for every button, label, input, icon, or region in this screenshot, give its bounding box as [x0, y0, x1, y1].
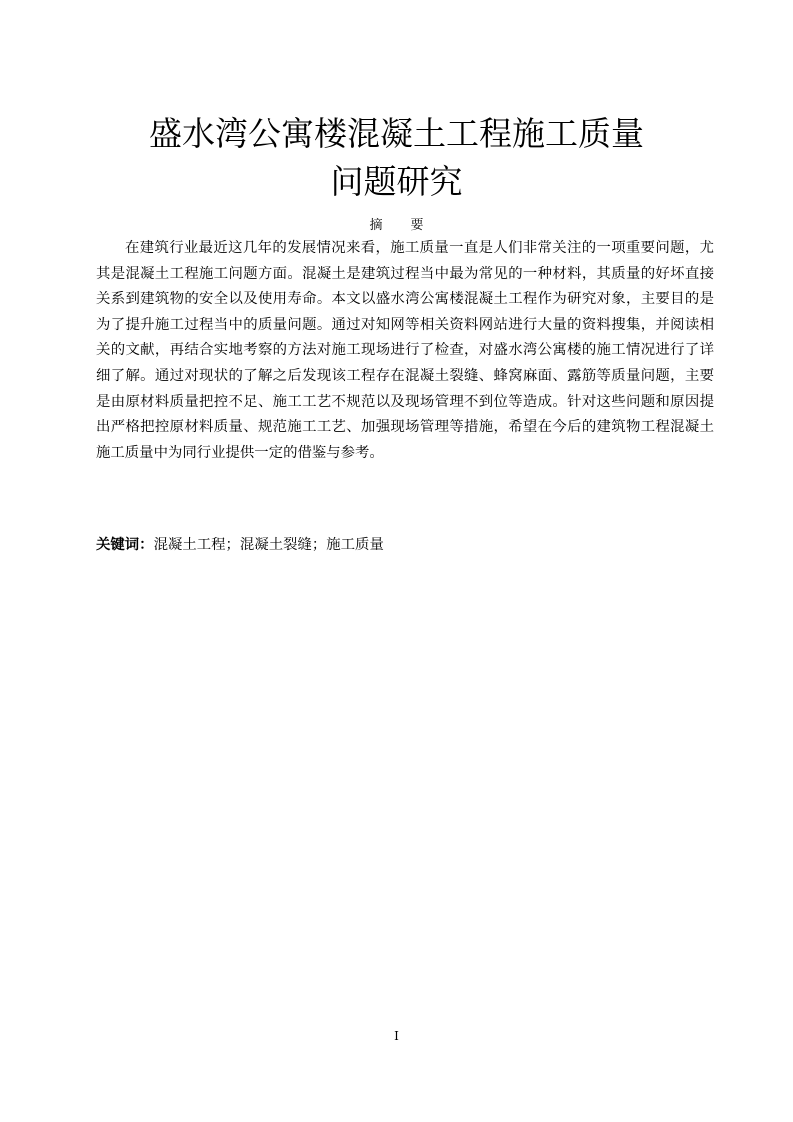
abstract-body: 在建筑行业最近这几年的发展情况来看，施工质量一直是人们非常关注的一项重要问题，尤其是混凝土工程施工问题方面。混凝土是建筑过程当中最为常见的一种材料，其质量的好坏直接关系到建筑物的安全以及使用寿命。本文以盛水湾公寓楼混凝土工程作为研究对象，主要目的是为了提升施工过程当中的质量问题。通过对知网等相关资料网站进行大量的资料搜集，并阅读相关的文献，再结合实地考察的方法对施工现场进行了检查，对盛水湾公寓楼的施工情况进行了详细了解。通过对现状的了解之后发现该工程存在混凝土裂缝、蜂窝麻面、露筋等质量问题，主要是由原材料质量把控不足、施工工艺不规范以及现场管理不到位等造成。针对这些问题和原因提出严格把控原材料质量、规范施工工艺、加强现场管理等措施，希望在今后的建筑物工程混凝土施工质量中为同行业提供一定的借鉴与参考。 — [96, 240, 714, 461]
keywords-line — [96, 533, 714, 557]
document-title-line-2: 问题研究 — [330, 162, 463, 201]
keywords-value: 混凝土工程；混凝土裂缝；施工质量 — [153, 537, 384, 553]
page-number: I — [394, 1029, 399, 1043]
abstract-heading: 摘要 — [369, 218, 452, 233]
document-title-line-1: 盛水湾公寓楼混凝土工程施工质量 — [149, 114, 644, 153]
keywords-label: 关键词： — [96, 537, 154, 553]
